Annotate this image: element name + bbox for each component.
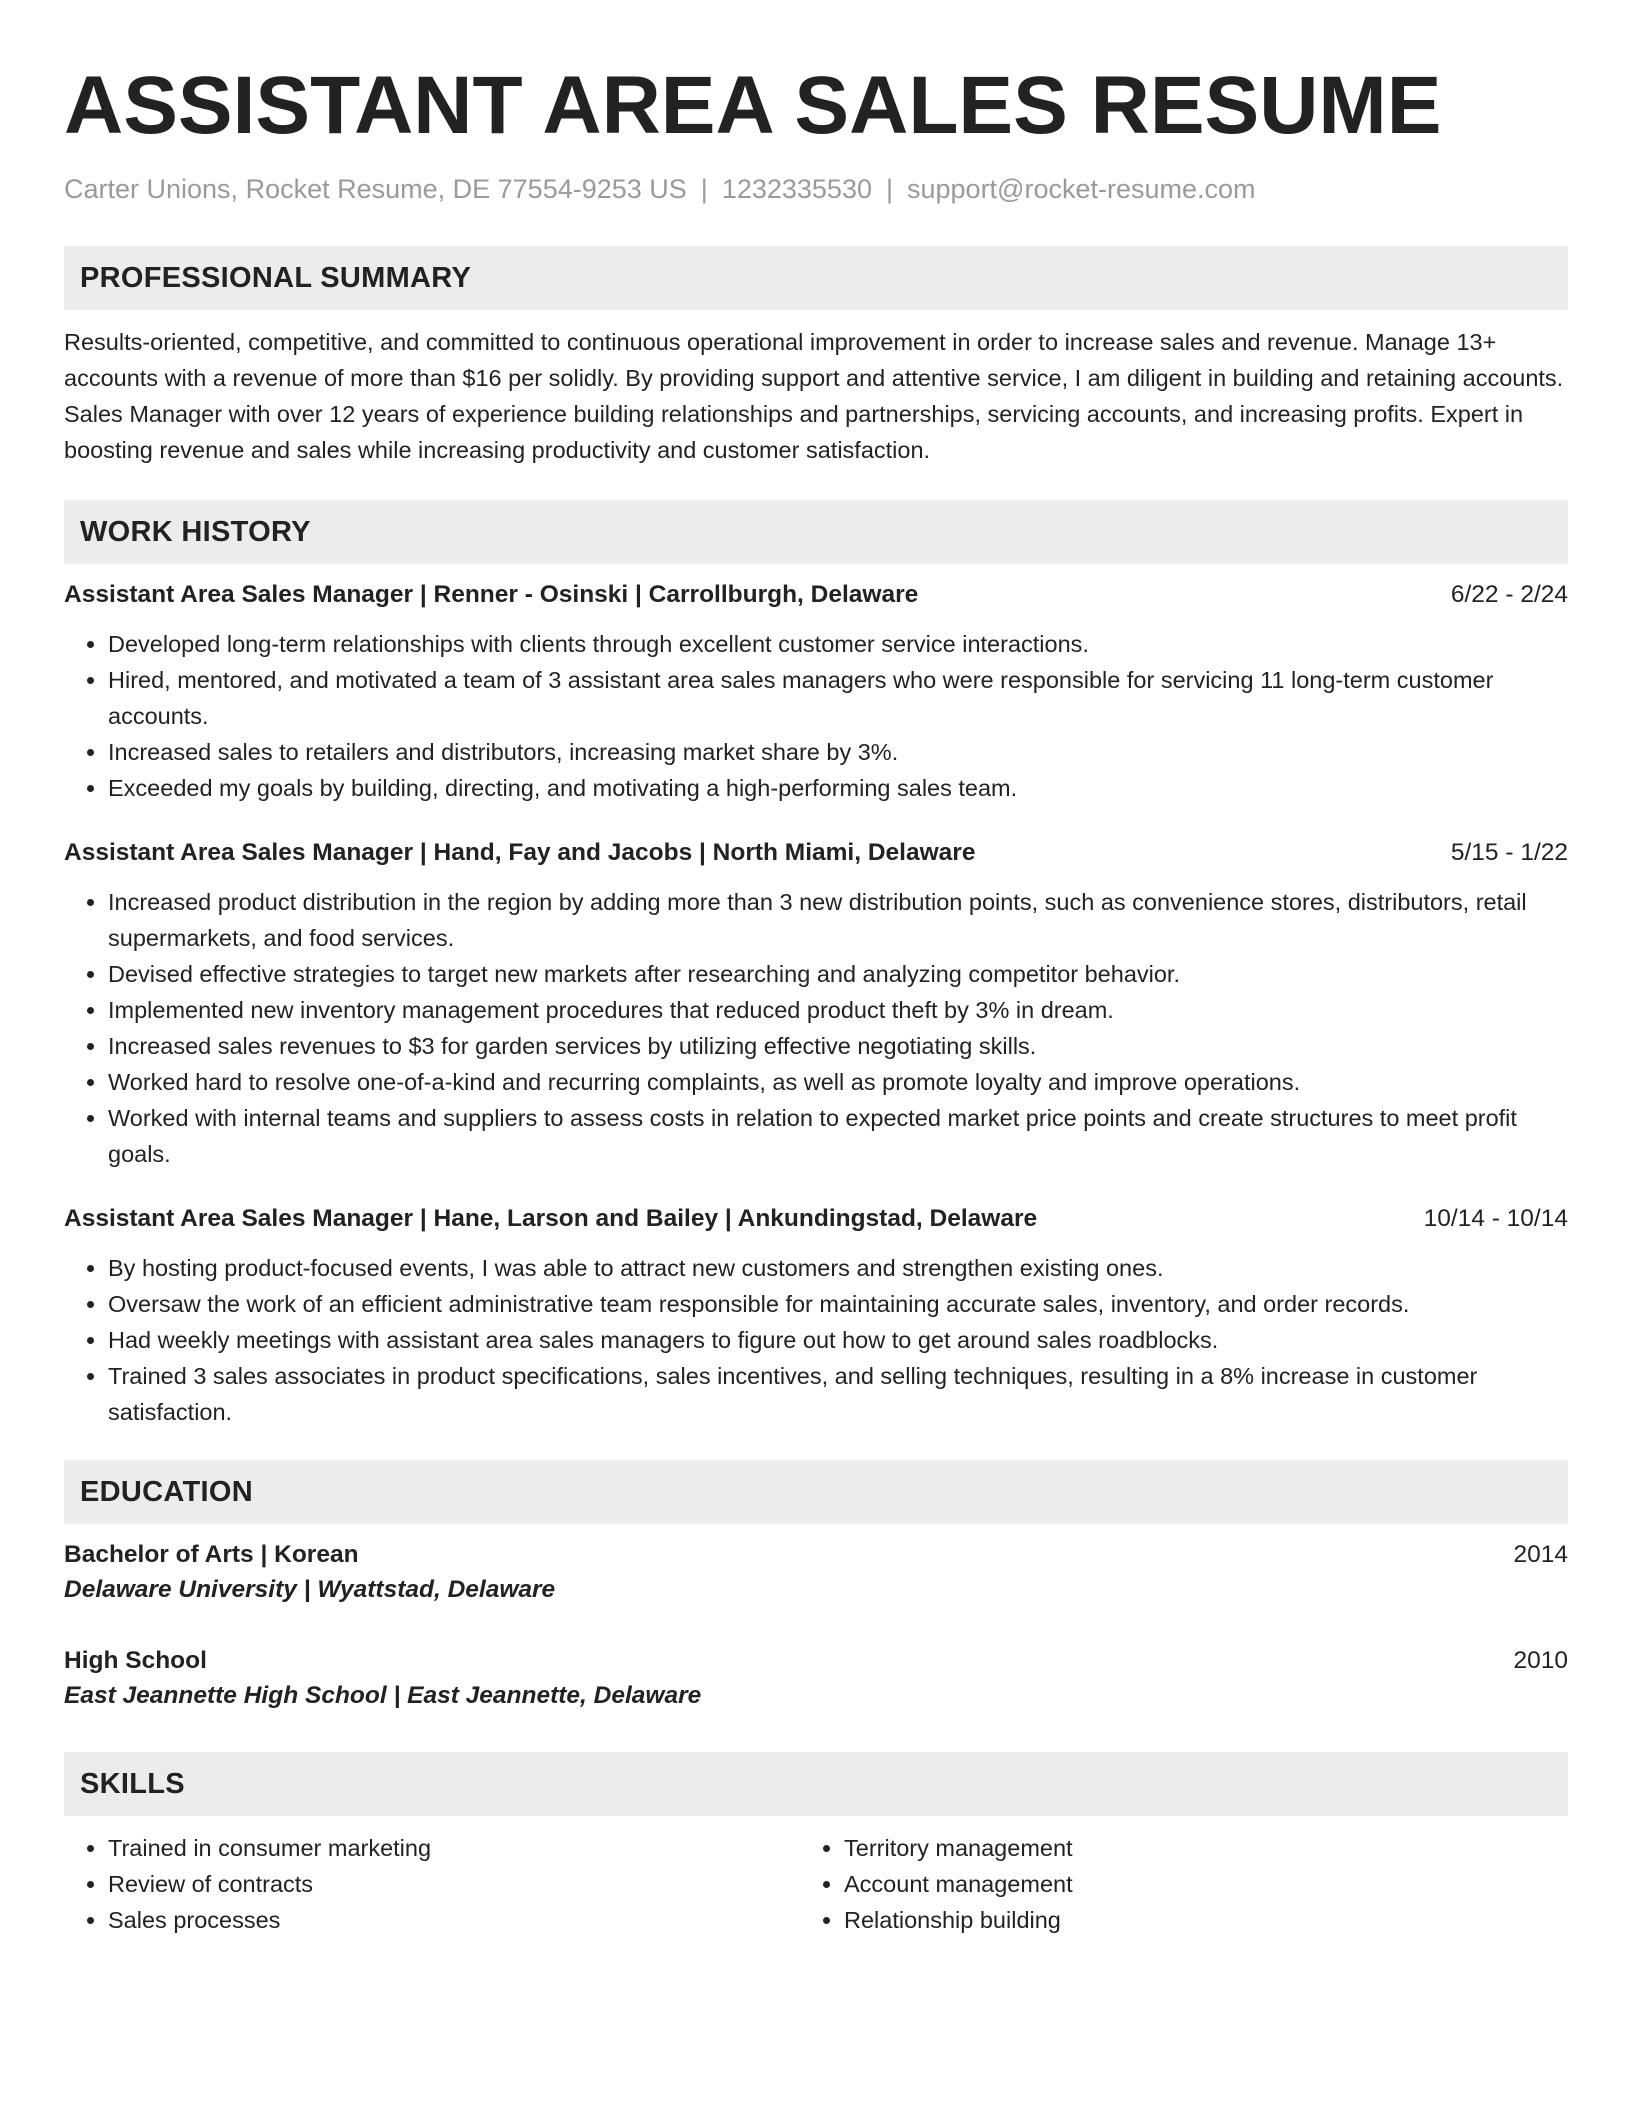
contact-line xyxy=(64,172,1568,206)
job-bullets xyxy=(64,884,1568,1172)
job-bullet: • Increased sales to retailers and distributors, increasing market share by 3%. xyxy=(108,734,1568,770)
job-title: Assistant Area Sales Manager | Renner - Osinski | Carrollburgh, Delaware xyxy=(64,581,919,608)
job-bullet: • Developed long-term relationships with clients through excellent customer service interactions. xyxy=(108,626,1568,662)
resume-title: ASSISTANT AREA SALES RESUME xyxy=(64,60,1442,151)
skill-item: • Territory management xyxy=(844,1830,1536,1866)
skill-item: • Review of contracts xyxy=(108,1866,800,1902)
skills-heading: SKILLS xyxy=(64,1752,1568,1816)
school: Delaware University | Wyattstad, Delaware xyxy=(64,1576,556,1603)
job-bullet: • Worked hard to resolve one-of-a-kind and recurring complaints, as well as promote loyalty and improve operations. xyxy=(108,1064,1568,1100)
job-entry xyxy=(64,836,1568,1172)
job-title: Assistant Area Sales Manager | Hane, Larson and Bailey | Ankundingstad, Delaware xyxy=(64,1205,1038,1232)
summary-heading: PROFESSIONAL SUMMARY xyxy=(64,246,1568,310)
skills-column-right xyxy=(800,1830,1536,1938)
job-bullet: • Devised effective strategies to target new markets after researching and analyzing competitor behavior. xyxy=(108,956,1568,992)
job-bullets xyxy=(64,1250,1568,1430)
work-history-heading: WORK HISTORY xyxy=(64,500,1568,564)
skills-column-left xyxy=(64,1830,800,1938)
job-bullet: • By hosting product-focused events, I was able to attract new customers and strengthen existing ones. xyxy=(108,1250,1568,1286)
skill-item: • Relationship building xyxy=(844,1902,1536,1938)
summary-text: Results-oriented, competitive, and committed to continuous operational improvement in order to increase sales and revenue. Manage 13+ accounts with a revenue of more than $16 per solidly. By providing support and attentive service, I am diligent in building and retaining accounts. Sales Manager with over 12 years of experience building relationships and partnerships, servicing accounts, and increasing profits. Expert in boosting revenue and sales while increasing productivity and customer satisfaction. xyxy=(64,329,1564,463)
contact-email: support@rocket-resume.com xyxy=(907,174,1256,204)
job-bullet: • Implemented new inventory management procedures that reduced product theft by 3% in dream. xyxy=(108,992,1568,1028)
contact-phone: 1232335530 xyxy=(721,174,872,204)
education-heading: EDUCATION xyxy=(64,1460,1568,1524)
job-dates: 6/22 - 2/24 xyxy=(1450,581,1568,608)
education-year: 2010 xyxy=(1513,1647,1568,1674)
job-title: Assistant Area Sales Manager | Hand, Fay and Jacobs | North Miami, Delaware xyxy=(64,839,976,866)
education-entry xyxy=(64,1538,1568,1608)
job-bullet: • Hired, mentored, and motivated a team of 3 assistant area sales managers who were responsible for servicing 11 long-term customer accounts. xyxy=(108,662,1568,734)
skill-item: • Sales processes xyxy=(108,1902,800,1938)
job-bullets xyxy=(64,626,1568,806)
job-bullet: • Trained 3 sales associates in product specifications, sales incentives, and selling techniques, resulting in a 8% increase in customer satisfaction. xyxy=(108,1358,1568,1430)
school: East Jeannette High School | East Jeannette, Delaware xyxy=(64,1682,702,1709)
degree: High School xyxy=(64,1647,207,1674)
contact-separator: | xyxy=(885,174,893,204)
job-entry xyxy=(64,578,1568,806)
education-year: 2014 xyxy=(1513,1541,1568,1568)
job-bullet: • Exceeded my goals by building, directing, and motivating a high-performing sales team. xyxy=(108,770,1568,806)
skill-item: • Account management xyxy=(844,1866,1536,1902)
skill-item: • Trained in consumer marketing xyxy=(108,1830,800,1866)
job-dates: 5/15 - 1/22 xyxy=(1450,839,1568,866)
degree: Bachelor of Arts | Korean xyxy=(64,1541,359,1568)
job-entry xyxy=(64,1202,1568,1430)
education-entry xyxy=(64,1644,1568,1714)
job-bullet: • Had weekly meetings with assistant area sales managers to figure out how to get around sales roadblocks. xyxy=(108,1322,1568,1358)
job-bullet: • Oversaw the work of an efficient administrative team responsible for maintaining accurate sales, inventory, and order records. xyxy=(108,1286,1568,1322)
skills-list xyxy=(64,1830,1568,1938)
contact-separator: | xyxy=(700,174,708,204)
job-dates: 10/14 - 10/14 xyxy=(1423,1205,1568,1232)
contact-address: Carter Unions, Rocket Resume, DE 77554-9253 US xyxy=(64,174,687,204)
job-bullet: • Increased product distribution in the region by adding more than 3 new distribution points, such as convenience stores, distributors, retail supermarkets, and food services. xyxy=(108,884,1568,956)
job-bullet: • Increased sales revenues to $3 for garden services by utilizing effective negotiating skills. xyxy=(108,1028,1568,1064)
job-bullet: • Worked with internal teams and suppliers to assess costs in relation to expected market price points and create structures to meet profit goals. xyxy=(108,1100,1568,1172)
